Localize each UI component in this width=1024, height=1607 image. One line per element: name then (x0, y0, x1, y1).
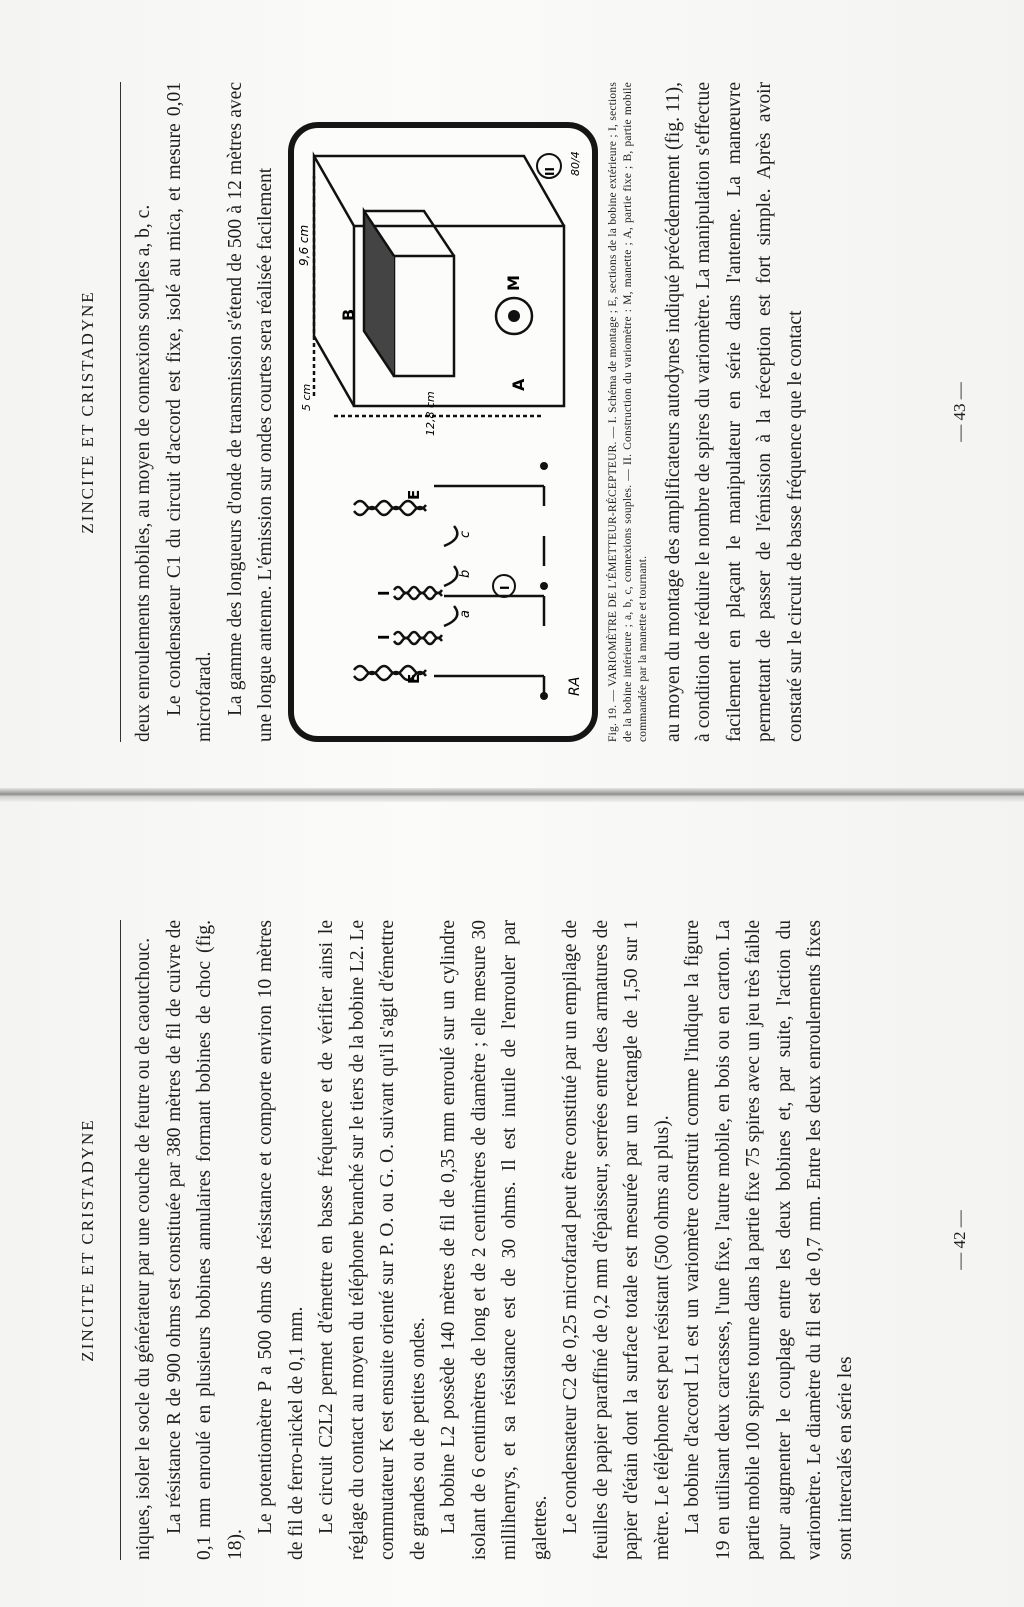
page-42 (70, 920, 970, 1560)
running-header: ZINCITE ET CRISTADYNE (78, 1118, 97, 1362)
paragraph: Le circuit C2L2 permet d'émettre en basse fréquence et de vérifier ainsi le réglage du contact au moyen du téléphone branché sur le tiers de la bobine L2. Le commutateur K est ensuite orienté sur P. O. ou G. O. suivant qu'il s'agit d'émettre de grandes ou de petites ondes. (316, 920, 429, 1560)
page-number: — 42 — (950, 1210, 969, 1270)
paragraph: Le condensateur C1 du circuit d'accord est fixe, isolé au mica, et mesure 0,01 microfarad. (163, 82, 215, 742)
paragraph: niques, isoler le socle du générateur par une couche de feutre ou de caoutchouc. (133, 937, 154, 1560)
figure-19 (288, 122, 598, 742)
paragraph: deux enroulements mobiles, au moyen de connexions souples a, b, c. (133, 204, 154, 742)
paragraph: Le potentiomètre P a 500 ohms de résistance et comporte environ 10 mètres de fil de ferro-nickel de 0,1 mm. (255, 920, 307, 1560)
label-dim-5: 5 cm (299, 383, 313, 411)
page-number: — 43 — (950, 382, 969, 442)
body-text-top (129, 82, 282, 742)
paragraph: La bobine d'accord L1 est un variomètre construit comme l'indique la figure 19 en utilisant deux carcasses, l'une fixe, l'autre mobile, en bois ou en carton. La partie mobile 100 spires tourne dans la partie fixe 75 spires avec un jeu très faible pour augmenter le couplage entre les deux bobines et, par suite, l'action du variomètre. Le diamètre du fil est de 0,7 mm. Entre les deux enroulements fixes sont intercalés en série les (682, 920, 856, 1560)
label-e-left: E (404, 673, 423, 684)
label-c: c (457, 530, 473, 538)
label-i-right: I (374, 590, 393, 596)
label-m-piece: M (503, 275, 523, 291)
running-header: ZINCITE ET CRISTADYNE (78, 290, 97, 534)
figure-caption: Fig. 19. — VARIOMÈTRE DE L'ÉMETTEUR-RÉCEPTEUR. — I. Schéma de montage ; E, sections de la bobine extérieure ; I, sections de la bobine intérieure ; a, b, c, connexions souples. — II. Construction du variomètre : M, manette ; A, partie fixe ; B, partie mobile commandée par la manette et tournant. (606, 82, 649, 742)
label-dim-128: 12,8 cm (423, 391, 437, 436)
label-a: a (457, 610, 473, 618)
paragraph: La bobine L2 possède 140 mètres de fil de 0,35 mm enroulé sur un cylindre isolant de 6 centimètres de long et de 2 centimètres de diamètre ; elle mesure 30 millihenrys, et sa résistance est de 30 ohms. Il est inutile de l'enrouler par galettes. (438, 920, 551, 1560)
circle-label-2: II (542, 167, 557, 176)
label-a-piece: A (508, 378, 528, 391)
paragraph: La gamme des longueurs d'onde de transmission s'étend de 500 à 12 mètres avec une longue antenne. L'émission sur ondes courtes sera réalisée facilement (224, 82, 276, 742)
label-dim-96: 9,6 cm (296, 224, 311, 266)
body-text-bottom (129, 920, 861, 1560)
label-b: b (457, 569, 473, 578)
header-rule (120, 920, 121, 1560)
body-text-top-after (659, 82, 812, 742)
label-ra: RA (566, 676, 583, 696)
paragraph: Le condensateur C2 de 0,25 microfarad peut être constitué par un empilage de feuilles de papier paraffiné de 0,2 mm d'épaisseur, serrées entre des armatures de papier d'étain dont la surface totale est mesurée par un rectangle de 1,50 sur 1 mètre. Le téléphone est peu résistant (500 ohms au plus). (560, 920, 673, 1560)
paragraph: au moyen du montage des amplificateurs autodynes indiqué précédemment (fig. 11), à condition de réduire le nombre de spires du variomètre. La manipulation s'effectue facilement en plaçant le manipulateur en série dans l'antenne. La manœuvre permettant de passer de l'émission à la réception est fort simple. Après avoir constaté sur le circuit de basse fréquence que le contact (662, 82, 806, 742)
variometer-construction (314, 156, 564, 416)
header-rule (120, 82, 121, 742)
paragraph: La résistance R de 900 ohms est constituée par 380 mètres de fil de cuivre de 0,1 mm enroulé en plusieurs bobines annulaires formant bobines de choc (fig. 18). (163, 920, 246, 1560)
page-43 (70, 82, 970, 742)
book-gutter (0, 788, 1024, 802)
label-code: 80/4 (568, 151, 582, 176)
label-b-piece: B (338, 308, 358, 321)
label-i-left: I (374, 634, 393, 640)
label-e-right: E (404, 489, 423, 500)
variometer-illustration (294, 128, 592, 736)
circle-label-1: I (497, 585, 512, 590)
